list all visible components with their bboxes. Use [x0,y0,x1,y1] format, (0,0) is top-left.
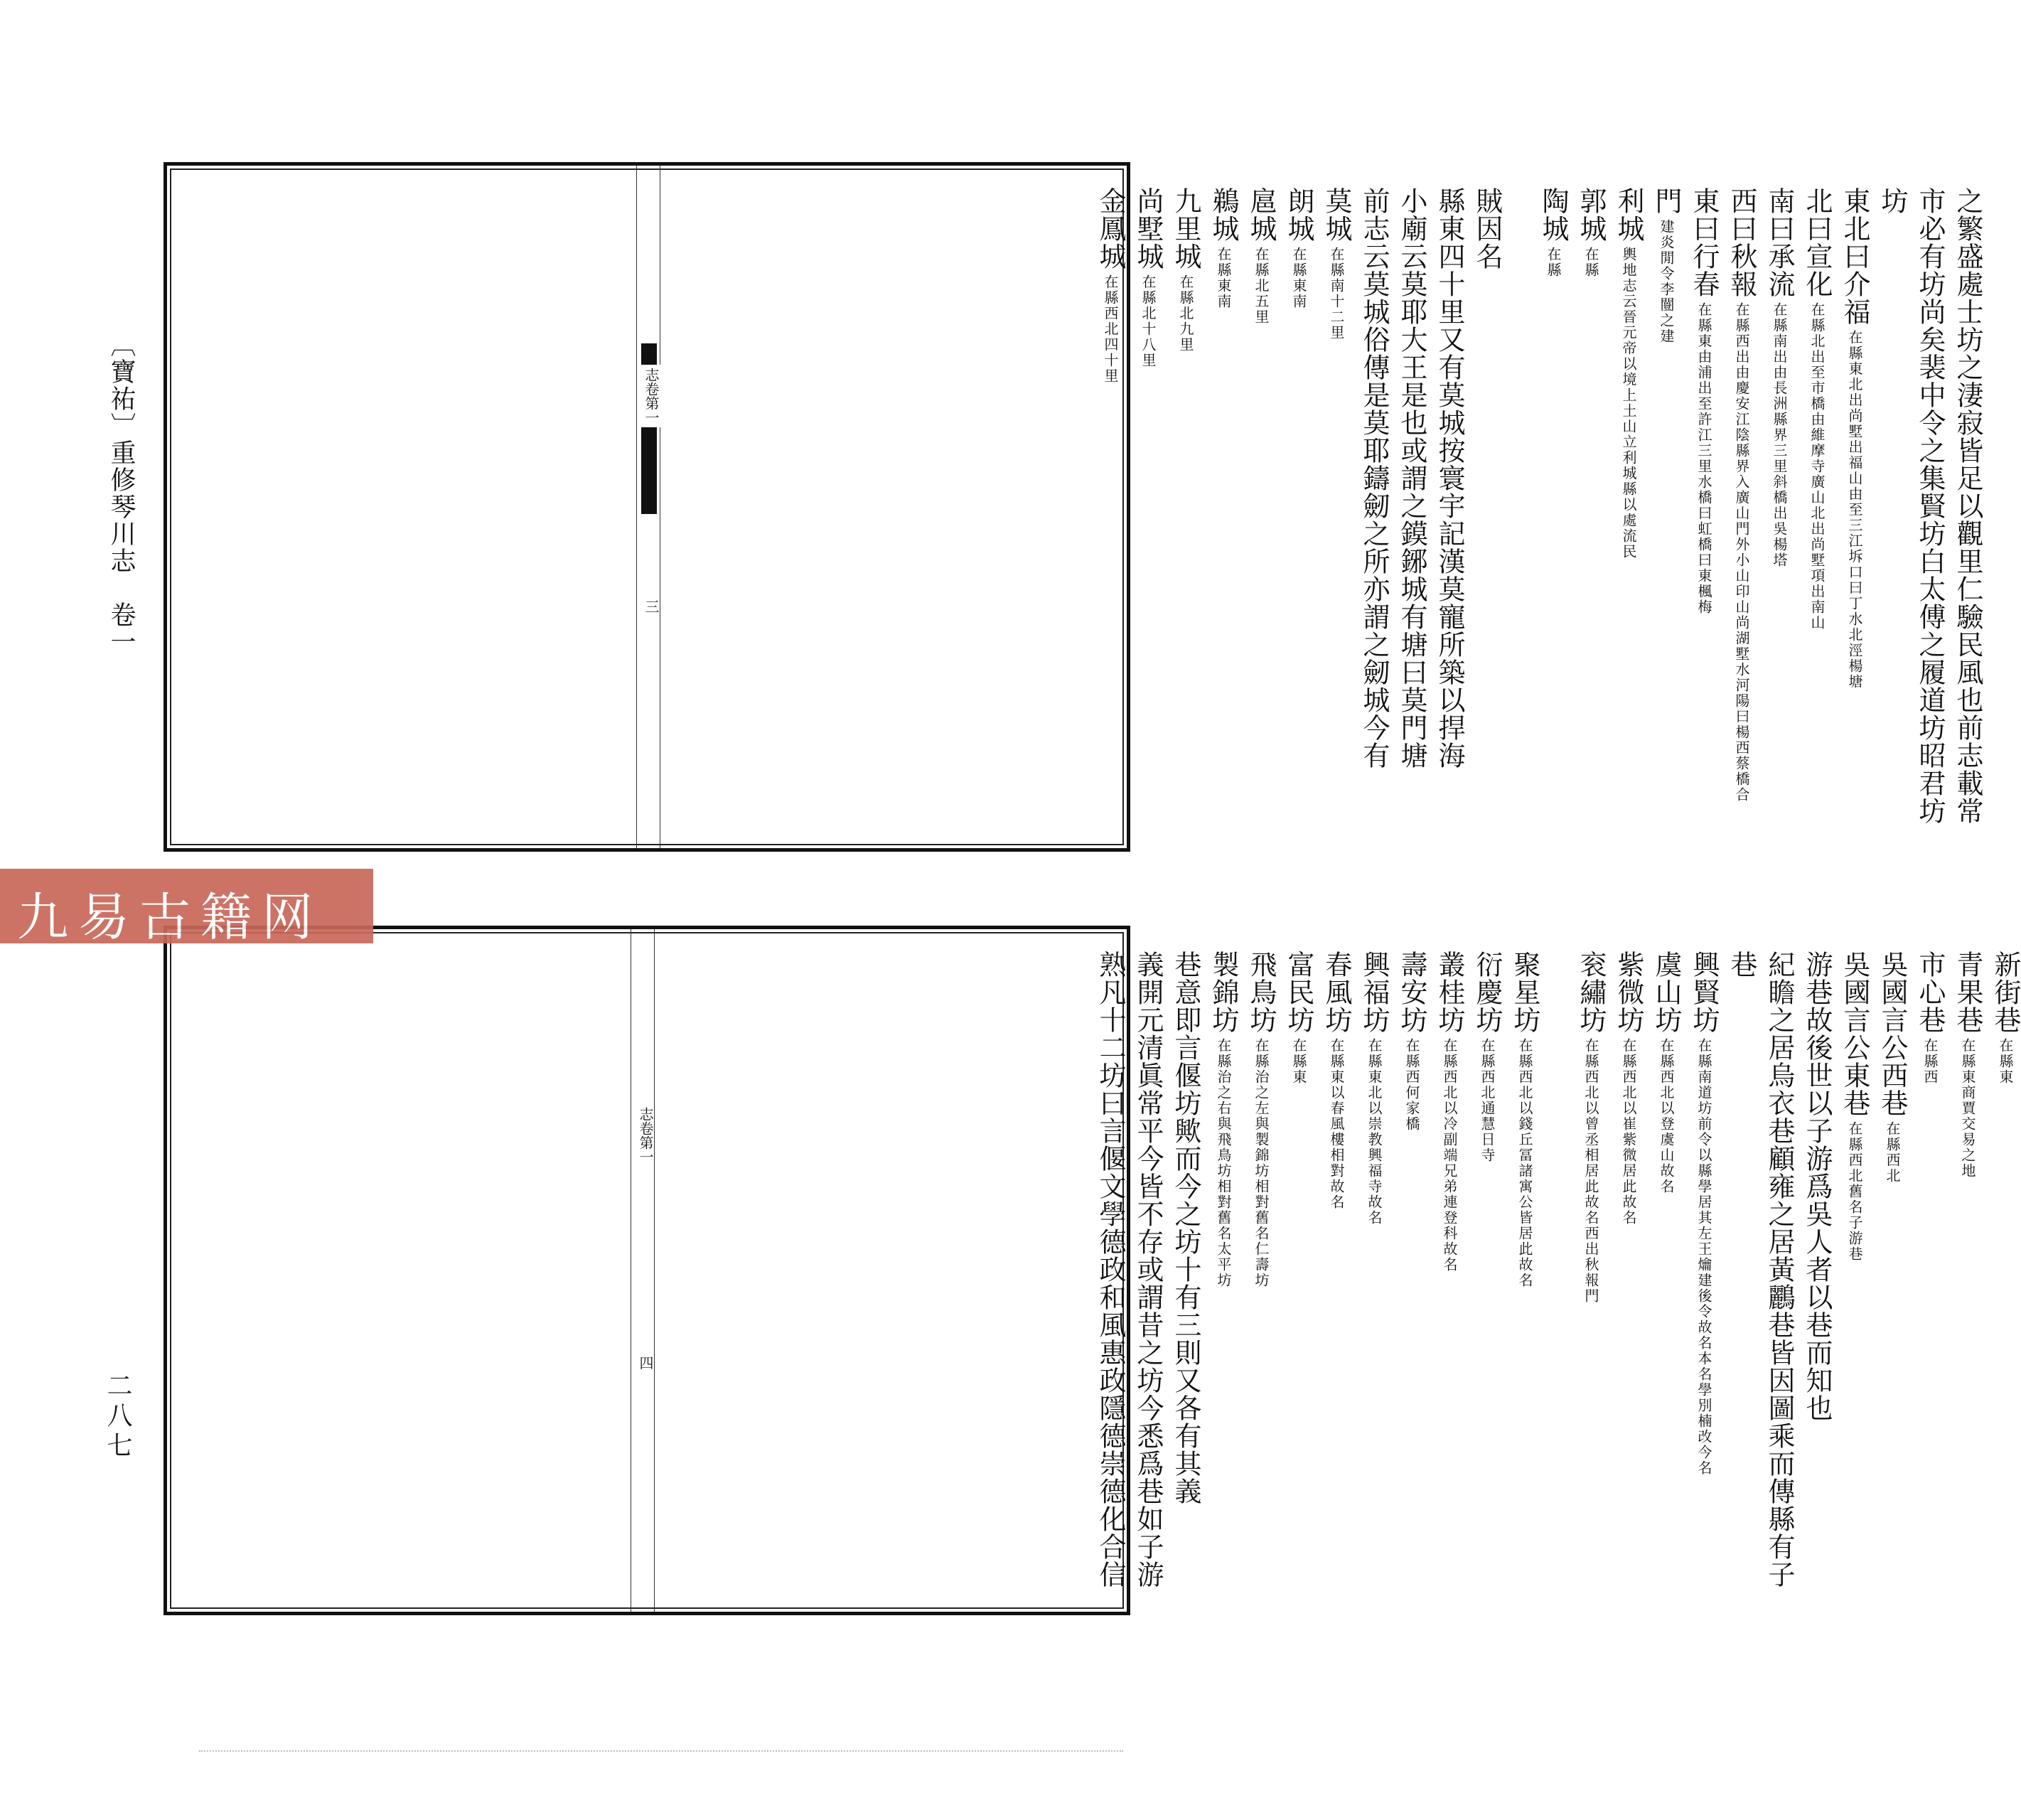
column-note-text: 在縣治之右與飛鳥坊相對舊名太平坊 [1215,1038,1232,1288]
text-column [1728,187,1755,803]
column-main-text: 鵜城 [1208,187,1239,242]
column-note-text: 在縣 [1545,247,1562,278]
column-main-text: 南曰承流 [1764,187,1795,298]
column-note-text: 在縣南道坊前令以縣學居其左王爚建後令故名本名學別楠改今名 [1695,1038,1712,1476]
column-note-text: 在縣西北以登虞山故名 [1658,1038,1675,1194]
text-column [1575,951,1607,1304]
text-column [1801,951,1833,1422]
text-column [1511,951,1538,1288]
column-main-text: 西曰秋報 [1726,187,1757,298]
column-main-text: 縣東四十里又有莫城按寰宇記漢莫寵所築以捍海 [1434,187,1465,769]
bottom-fold-title: 志卷第一 [637,1107,654,1164]
column-note-text: 輿地志云晉元帝以境上土山立利城縣以處流民 [1620,247,1637,560]
column-note-text: 在縣東北以崇教興福寺故名 [1366,1038,1383,1226]
page-number: 二八七 [103,1372,132,1462]
text-column [1172,951,1199,1505]
column-note-text: 在縣西北四十里 [1102,274,1119,384]
text-column [1992,951,2019,1085]
column-note-text: 在縣西北以崔紫微居此故名 [1620,1038,1637,1226]
column-note-text: 在縣東北出尚墅出福山由至三江坼口曰丁水北涇楊塘 [1846,330,1863,690]
column-main-text: 壽安坊 [1396,951,1427,1034]
column-main-text: 飛鳥坊 [1245,951,1277,1034]
top-fold-title: 志卷第一 [641,365,662,427]
bottom-fold-number: 四 [637,1356,654,1370]
column-main-text: 虞山坊 [1651,951,1682,1034]
column-main-text: 市心巷 [1914,951,1946,1034]
column-note-text: 在縣東南 [1215,247,1232,309]
column-note-text: 在縣西北以冷副端兄弟連登科故名 [1441,1038,1458,1273]
column-note-text: 在縣東由浦出至許江三里水橋曰虹橋曰東楓梅 [1695,302,1712,615]
text-column [1210,187,1237,309]
text-column [1210,951,1237,1288]
column-main-text: 賊因名 [1471,187,1503,270]
column-note-text: 在縣北九里 [1177,274,1194,353]
column-main-text: 製錦坊 [1208,951,1239,1034]
column-main-text: 東曰行春 [1688,187,1720,298]
text-column [1132,187,1164,368]
column-main-text: 之繁盛處士坊之淒寂皆足以觀里仁驗民風也前志載常 [1952,187,1983,825]
column-main-text: 小廟云莫耶大王是也或謂之鏌鋣城有塘曰莫門塘 [1396,187,1427,769]
column-note-text: 在縣西北 [1884,1121,1901,1184]
text-column [1436,187,1463,769]
column-main-text: 金鳳城 [1095,187,1126,270]
column-main-text: 朗城 [1283,187,1314,242]
column-main-text: 坊 [1877,187,1908,215]
text-column [1954,951,1981,1179]
text-column [1914,951,1946,1085]
column-main-text: 利城 [1613,187,1644,242]
text-column [1471,951,1503,1163]
column-note-text: 在縣東商賈交易之地 [1959,1038,1976,1179]
column-main-text: 春風坊 [1321,951,1352,1034]
bottom-dotted-rule [199,1750,1123,1757]
column-main-text: 市必有坊尚矣裴中令之集賢坊白太傅之履道坊昭君坊 [1914,187,1946,825]
column-main-text: 紫微坊 [1613,951,1644,1034]
column-main-text: 興福坊 [1358,951,1390,1034]
column-main-text: 尚墅城 [1132,187,1164,270]
text-column [1436,951,1463,1273]
top-leaf-fold [636,166,660,848]
column-main-text: 聚星坊 [1509,951,1540,1034]
text-column [1841,951,1868,1262]
text-column [1879,187,1906,215]
text-column [1398,951,1425,1132]
column-main-text: 扈城 [1245,187,1277,242]
text-column [1914,187,1946,825]
text-column [1653,951,1680,1194]
column-main-text: 叢桂坊 [1434,951,1465,1034]
column-main-text: 富民坊 [1283,951,1314,1034]
column-main-text: 義開元清眞常平今皆不存或謂昔之坊今悉爲巷如子游 [1132,951,1164,1588]
text-column [1172,187,1199,353]
text-column [1954,187,1981,825]
column-main-text: 吳國言公西巷 [1877,951,1908,1117]
column-note-text: 在縣西出由慶安江陰縣界入廣山門外小山印山尚湖墅水河陽曰楊西蔡橋合 [1733,302,1750,803]
column-main-text: 門 [1651,187,1682,215]
column-note-text: 在縣東南 [1290,247,1307,309]
text-column [1132,951,1164,1588]
text-column [1398,187,1425,769]
top-fold-number: 三 [643,599,660,614]
text-column [1615,187,1642,560]
column-main-text: 吳國言公東巷 [1839,951,1870,1117]
column-note-text: 在縣西北舊名子游巷 [1846,1121,1863,1262]
column-main-text: 熟凡十二坊曰言偃文學德政和風惠政隱德崇德化合信 [1095,951,1126,1588]
column-note-text: 在縣北十八里 [1140,274,1157,368]
column-main-text: 陶城 [1538,187,1569,242]
column-note-text: 在縣北出至市橋由維摩寺廣山北出尚墅項出南山 [1808,302,1826,631]
column-note-text: 在縣治之左與製錦坊相對舊名仁壽坊 [1253,1038,1270,1288]
column-note-text: 建炎閒令李闓之建 [1658,219,1675,344]
text-column [1540,187,1567,278]
column-note-text: 在縣南出由長洲縣界三里斜橋出吳楊塔 [1771,302,1788,568]
column-note-text: 在縣南十二里 [1328,247,1345,341]
column-main-text: 新街巷 [1990,951,2021,1034]
column-note-text: 在縣西何家橋 [1403,1038,1420,1132]
text-column [1097,951,1124,1588]
column-main-text: 青果巷 [1952,951,1983,1034]
book-title-sidebar: 〔寶祐〕重修琴川志 卷一 [107,331,136,655]
column-note-text: 在縣東 [1290,1038,1307,1085]
text-column [1766,951,1793,1588]
column-main-text: 莫城 [1321,187,1352,242]
column-main-text: 前志云莫城俗傳是莫耶鑄劒之所亦謂之劒城今有 [1358,187,1390,769]
bottom-leaf-fold [631,929,655,1612]
column-main-text: 游巷故後世以子游爲吳人者以巷而知也 [1801,951,1833,1422]
text-column [1575,187,1607,278]
text-column [1323,187,1350,341]
column-main-text: 郭城 [1575,187,1607,242]
column-main-text: 興賢坊 [1688,951,1720,1034]
column-main-text: 衍慶坊 [1471,951,1503,1034]
text-column [1285,187,1312,309]
text-column [1471,187,1503,270]
column-main-text: 紀瞻之居烏衣巷顧雍之居黃鸝巷皆因圖乘而傳縣有子 [1764,951,1795,1588]
top-leaf [163,162,1983,852]
text-column [1097,187,1124,384]
watermark-text: 九易古籍网 [17,887,323,947]
column-note-text: 在縣西北以錢丘冨諸寓公皆居此故名 [1516,1038,1533,1288]
column-main-text: 巷意即言偃坊歟而今之坊十有三則又各有其義 [1170,951,1201,1505]
text-column [1358,951,1390,1226]
column-note-text: 在縣東 [1997,1038,2014,1085]
text-column [1245,187,1277,325]
column-main-text: 巷 [1726,951,1757,978]
text-column [1285,951,1312,1085]
column-main-text: 九里城 [1170,187,1201,270]
text-column [1615,951,1642,1226]
column-note-text: 在縣西北通慧日寺 [1479,1038,1496,1163]
text-column [1766,187,1793,568]
bottom-leaf [163,926,2021,1615]
text-column [1245,951,1277,1288]
text-column [1841,187,1868,690]
column-main-text: 北曰宣化 [1801,187,1833,298]
column-main-text: 東北曰介福 [1839,187,1870,326]
text-column [1358,187,1390,769]
text-column [1879,951,1906,1184]
column-note-text: 在縣東以春風樓相對故名 [1328,1038,1345,1210]
text-column [1688,951,1720,1476]
column-main-text: 衮繡坊 [1575,951,1607,1034]
column-note-text: 在縣 [1582,247,1599,278]
text-column [1801,187,1833,631]
text-column [1323,951,1350,1210]
column-note-text: 在縣北五里 [1253,247,1270,325]
site-watermark [0,869,373,947]
column-note-text: 在縣西 [1921,1038,1939,1085]
text-column [1688,187,1720,615]
text-column [1728,951,1755,978]
text-column [1653,187,1680,344]
column-note-text: 在縣西北以曾丞相居此故名西出秋報門 [1582,1038,1599,1304]
